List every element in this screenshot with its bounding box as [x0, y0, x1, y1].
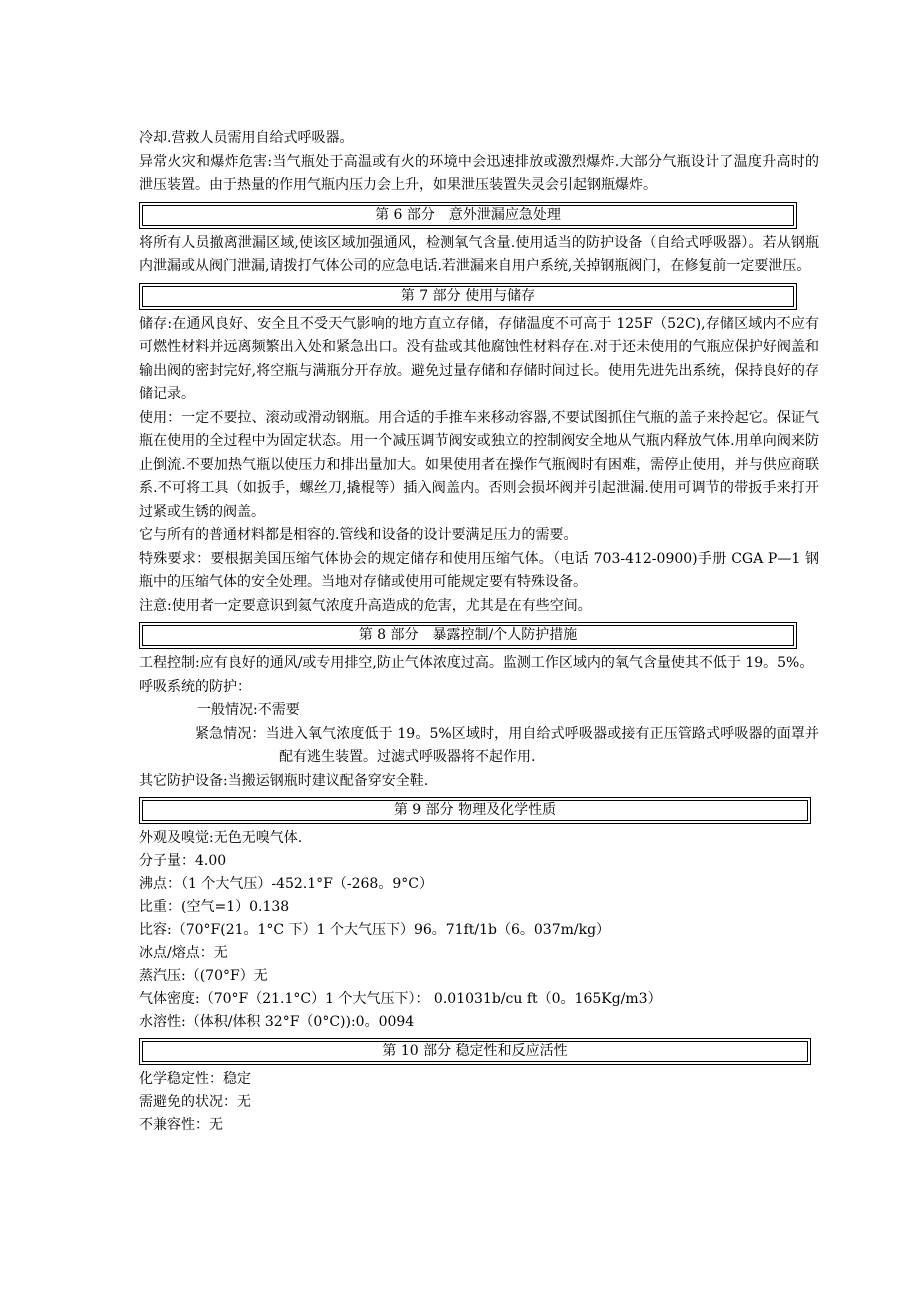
section8-header — [139, 618, 819, 652]
property-line: 蒸汽压:（(70°F）无 — [139, 968, 268, 984]
section9-title: 第 9 部分 物理及化学性质 — [142, 800, 808, 821]
section8-general: 一般情况:不需要 — [197, 702, 300, 718]
document-content — [139, 127, 819, 1137]
section5-text: 异常火灾和爆炸危害:当气瓶处于高温或有火的环境中会迅速排放或激烈爆炸.大部分气瓶设计了温度升高时的泄压装置。由于热量的作用气瓶内压力会上升，如果泄压装置失灵会引起钢瓶爆炸。 — [139, 153, 819, 193]
property-line: 气体密度:（70°F（21.1°C）1 个大气压下）： 0.01031b/cu ft（0。165Kg/m3） — [139, 991, 662, 1007]
section7-title: 第 7 部分 使用与储存 — [142, 286, 794, 307]
section6-title: 第 6 部分 意外泄漏应急处理 — [142, 205, 794, 226]
section6-header — [139, 198, 819, 232]
section9-header — [139, 793, 819, 827]
section8-respiratory-heading: 呼吸系统的防护： — [139, 678, 251, 695]
property-line: 水溶性:（体积/体积 32°F（0°C)):0。0094 — [139, 1014, 415, 1030]
section10-header — [139, 1034, 819, 1068]
section7-text: 特殊要求：要根据美国压缩气体协会的规定储存和使用压缩气体。（电话 703-412-0900)手册 CGA P—1 钢瓶中的压缩气体的安全处理。当地对存储或使用可能规定要有特殊设备。 — [139, 550, 819, 590]
property-line: 比容:（70°F(21。1°C 下）1 个大气压下）96。71ft/1b（6。037m/kg） — [139, 922, 611, 938]
section10-title: 第 10 部分 稳定性和反应活性 — [142, 1041, 808, 1062]
property-line: 比重：(空气=1）0.138 — [139, 899, 290, 915]
section7-text: 储存:在通风良好、安全且不受天气影响的地方直立存储，存储温度不可高于 125F（52C),存储区域内不应有可燃性材料并远离频繁出入处和紧急出口。没有盐或其他腐蚀性材料存在.对于还未使用的气瓶应保护好阀盖和输出阀的密封完好,将空瓶与满瓶分开存放。避免过量存储和存储时间过长。使用先进先出系统，保持良好的存储记录。 — [139, 315, 819, 402]
section7-header — [139, 279, 819, 313]
section8-other: 其它防护设备:当搬运钢瓶时建议配备穿安全鞋. — [139, 772, 429, 789]
section6-text: 将所有人员撤离泄漏区域,使该区域加强通风，检测氧气含量.使用适当的防护设备（自给式呼吸器）。若从钢瓶内泄漏或从阀门泄漏,请拨打气体公司的应急电话.若泄漏来自用户系统,关掉钢瓶阀门，在修复前一定要泄压。 — [139, 234, 819, 274]
section7-text: 它与所有的普通材料都是相容的.管线和设备的设计要满足压力的需要。 — [139, 527, 578, 543]
property-line: 冰点/熔点：无 — [139, 945, 228, 961]
property-line: 沸点：（1 个大气压）-452.1°F（-268。9°C） — [139, 876, 433, 892]
property-line: 需避免的状况：无 — [139, 1094, 251, 1110]
section8-title: 第 8 部分 暴露控制/个人防护措施 — [142, 625, 794, 646]
section9-properties — [139, 827, 819, 1034]
section5-text: 冷却.营救人员需用自给式呼吸器。 — [139, 130, 354, 146]
section8-emergency: 紧急情况：当进入氧气浓度低于 19。5%区域时，用自给式呼吸器或接有正压管路式呼吸器的面罩并配有逃生装置。过滤式呼吸器将不起作用. — [195, 725, 819, 765]
property-line: 不兼容性：无 — [139, 1117, 223, 1133]
section10-properties — [139, 1068, 819, 1137]
property-line: 外观及嗅觉:无色无嗅气体. — [139, 830, 303, 846]
section7-text: 注意:使用者一定要意识到氦气浓度升高造成的危害，尤其是在有些空间。 — [139, 597, 592, 614]
property-line: 化学稳定性：稳定 — [139, 1071, 251, 1087]
property-line: 分子量：4.00 — [139, 853, 227, 869]
section8-engineering: 工程控制:应有良好的通风/或专用排空,防止气体浓度过高。监测工作区域内的氧气含量使其不低于 19。5%。 — [139, 655, 814, 671]
section7-text: 使用：一定不要拉、滚动或滑动钢瓶。用合适的手推车来移动容器,不要试图抓住气瓶的盖子来拎起它。保证气瓶在使用的全过程中为固定状态。用一个减压调节阀安或独立的控制阀安全地从气瓶内释放气体.用单向阀来防止倒流.不要加热气瓶以使压力和排出量加大。如果使用者在操作气瓶阀时有困难，需停止使用，并与供应商联系.不可将工具（如扳手，螺丝刀,撬棍等）插入阀盖内。否则会损坏阀并引起泄漏.使用可调节的带扳手来打开过紧或生锈的阀盖。 — [139, 409, 819, 520]
